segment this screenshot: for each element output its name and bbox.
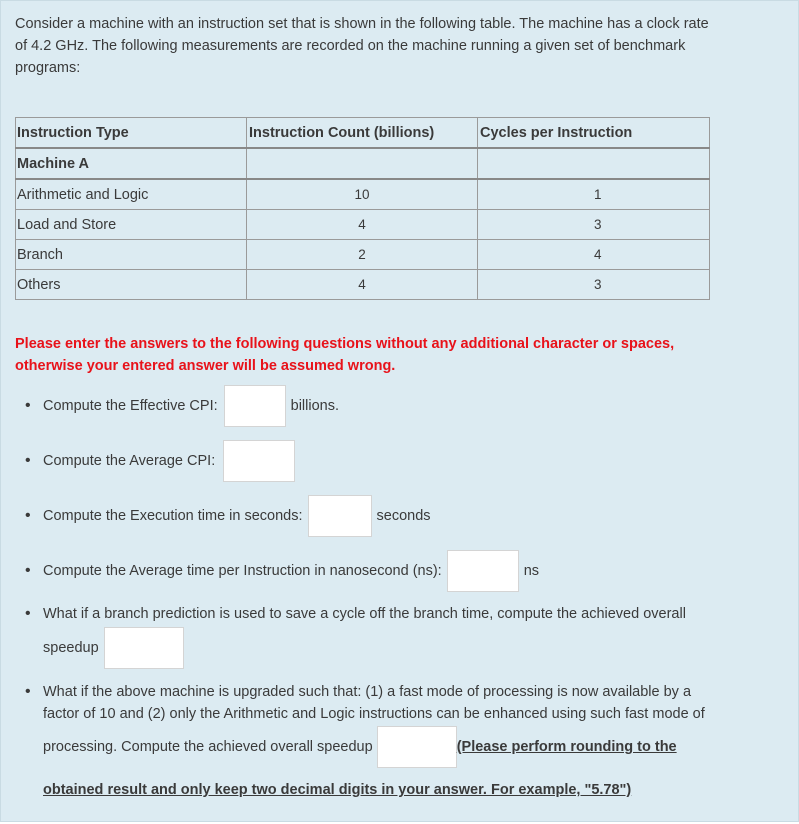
question-average-time (25, 550, 539, 592)
unit-label: billions. (290, 398, 339, 414)
execution-time-input[interactable] (308, 495, 372, 537)
warning-line-2: otherwise your entered answer will be assumed wrong. (15, 358, 396, 374)
intro-text (15, 13, 775, 79)
table-section-row (16, 148, 710, 179)
bullet-icon: • (25, 507, 31, 524)
question-text: speedup (43, 640, 99, 656)
question-upgrade-line-2: factor of 10 and (2) only the Arithmetic and Logic instructions can be enhanced using such fast mode of (43, 706, 705, 722)
bullet-icon: • (25, 605, 31, 622)
branch-speedup-input[interactable] (104, 627, 184, 669)
row-type: Others (16, 270, 247, 300)
row-cpi: 4 (478, 240, 710, 270)
question-average-cpi (25, 440, 295, 482)
upgrade-speedup-input[interactable] (377, 726, 457, 768)
row-type: Branch (16, 240, 247, 270)
question-text: processing. Compute the achieved overall speedup (43, 739, 373, 755)
average-time-input[interactable] (447, 550, 519, 592)
row-cpi: 3 (478, 270, 710, 300)
row-count: 10 (247, 179, 478, 210)
row-cpi: 1 (478, 179, 710, 210)
bullet-icon: • (25, 452, 31, 469)
bullet-icon: • (25, 683, 31, 700)
section-empty-cell (247, 148, 478, 179)
effective-cpi-input[interactable] (224, 385, 286, 427)
row-type: Load and Store (16, 210, 247, 240)
warning-text (15, 333, 755, 377)
header-cpi: Cycles per Instruction (478, 118, 710, 149)
question-branch-line-1: What if a branch prediction is used to save a cycle off the branch time, compute the achieved overall (43, 606, 686, 622)
bullet-icon: • (25, 397, 31, 414)
bullet-icon: • (25, 562, 31, 579)
rounding-note-1: (Please perform rounding to the (456, 739, 677, 755)
header-instruction-type: Instruction Type (16, 118, 247, 149)
question-text: Compute the Average CPI: (43, 453, 216, 469)
row-type: Arithmetic and Logic (16, 179, 247, 210)
table-row (16, 210, 710, 240)
section-empty-cell (478, 148, 710, 179)
question-branch-speedup (43, 627, 184, 669)
question-upgrade-line-1: What if the above machine is upgraded such that: (1) a fast mode of processing is now available by a (43, 684, 692, 700)
table-row (16, 240, 710, 270)
question-effective-cpi (25, 385, 339, 427)
row-count: 2 (247, 240, 478, 270)
question-text: Compute the Average time per Instruction in nanosecond (ns): (43, 563, 442, 579)
question-execution-time (25, 495, 431, 537)
question-text: Compute the Effective CPI: (43, 398, 218, 414)
instruction-table (15, 117, 710, 300)
rounding-note-2: obtained result and only keep two decimal digits in your answer. For example, "5.78") (43, 782, 632, 798)
table-header-row (16, 118, 710, 149)
row-cpi: 3 (478, 210, 710, 240)
unit-label: seconds (376, 508, 431, 524)
header-instruction-count: Instruction Count (billions) (247, 118, 478, 149)
intro-line-3: programs: (15, 60, 81, 76)
intro-line-1: Consider a machine with an instruction set that is shown in the following table. The machine has a clock rate (15, 16, 709, 32)
question-text: Compute the Execution time in seconds: (43, 508, 303, 524)
row-count: 4 (247, 210, 478, 240)
unit-label: ns (523, 563, 540, 579)
table-row (16, 270, 710, 300)
average-cpi-input[interactable] (223, 440, 295, 482)
row-count: 4 (247, 270, 478, 300)
section-label: Machine A (16, 148, 247, 179)
intro-line-2: of 4.2 GHz. The following measurements are recorded on the machine running a given set of benchmark (15, 38, 686, 54)
question-upgrade-speedup (43, 726, 677, 768)
table-row (16, 179, 710, 210)
warning-line-1: Please enter the answers to the following questions without any additional character or spaces, (15, 336, 675, 352)
